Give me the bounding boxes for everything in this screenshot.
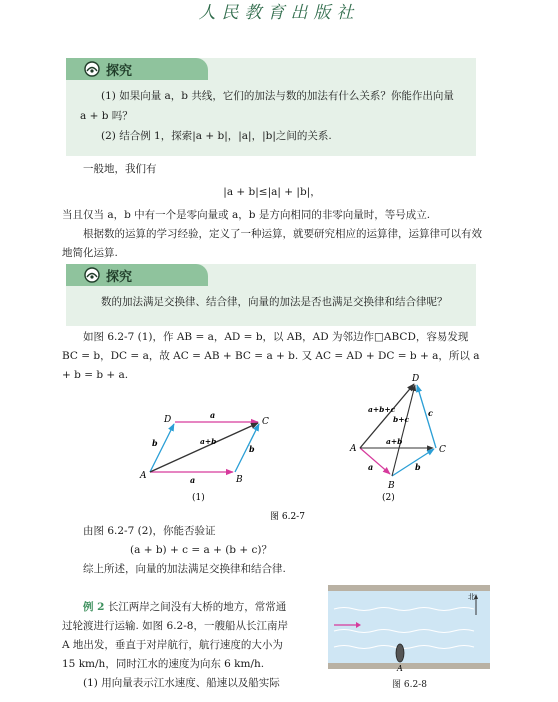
vector-AD [150,424,174,472]
example-line-1: 长江两岸之间没有大桥的地方，常常通 [107,601,287,613]
equality-condition: 当且仅当 a，b 中有一个是零向量或 a，b 是方向相同的非零向量时，等号成立. [62,209,431,221]
point-A-label: A [397,664,403,673]
explore-box-1 [66,58,476,156]
label-b-plus-c: b+c [393,415,410,424]
label-c: c [428,408,433,418]
label-B: B [236,475,243,485]
label-b-left: b [152,438,158,448]
intro-text: 一般地，我们有 [83,163,157,175]
associative-diagram [349,374,446,503]
label-A: A [140,471,147,481]
text-block-1 [62,160,482,263]
vector-AC [150,423,258,472]
vector-c [417,385,436,448]
explore-question: 数的加法满足交换律、结合律，向量的加法是否也满足交换律和结合律呢？ [101,296,448,308]
label-b: b [415,462,421,472]
example-line-4: 15 km/h，同时江水的速度为向东 6 km/h. [62,658,265,670]
conclusion-text: 综上所述，向量的加法满足交换律和结合律. [83,563,286,575]
label-a-plus-b: a+b [200,437,217,446]
figure-6-2-7 [120,372,460,522]
parallelogram-diagram [139,410,269,503]
commutative-line-1: 如图 6.2-7 (1)，作 AB = a，AD = b，以 AB，AD 为邻边作□ABCD，容易发现 [83,331,469,343]
example-line-3: A 地出发，垂直于对岸航行，航行速度的大小为 [62,639,283,651]
verify-question: 由图 6.2-7 (2)，你能否验证 [83,525,216,537]
label-D: D [412,374,420,384]
explore-icon [84,267,100,283]
example-label: 例 2 [83,601,105,613]
explore-tab-1 [66,58,208,80]
subfig-label-1: (1) [192,493,205,503]
south-bank [328,663,490,669]
explore-tab-2 [66,264,208,286]
label-D: D [164,415,172,425]
operation-rule-paragraph: 根据数的运算的学习经验，定义了一种运算，就要研究相应的运算律，运算律可以有效地简化运算. [62,228,482,259]
river-water [328,591,490,663]
label-C: C [262,417,269,427]
example-line-5: (1) 用向量表示江水速度、船速以及船实际 [83,677,280,689]
explore-label: 探究 [106,63,133,79]
figure-6-2-8-caption: 图 6.2-8 [392,680,427,690]
example-line-2: 过轮渡进行运输. 如图 6.2-8，一艘船从长江南岸 [62,620,288,632]
north-label: 北 [468,593,475,601]
boat-icon [396,644,404,662]
publisher-header: 人民教育出版社 [198,3,360,23]
label-A: A [350,444,357,454]
label-B: B [388,481,395,491]
associative-equation: (a + b) + c = a + (b + c)？ [130,544,272,556]
figure-6-2-8 [328,585,490,673]
label-b-right: b [249,444,255,454]
explore-label: 探究 [106,269,133,285]
vector-a [360,448,390,474]
text-block-3 [62,522,482,579]
label-a-plus-b-plus-c: a+b+c [368,405,396,414]
example-2 [62,598,324,693]
explore-box-2 [66,264,476,326]
explore-icon [84,61,100,77]
inequality-formula: |a + b|≤|a| + |b|， [223,186,321,198]
explore-question-1: (1) 如果向量 a，b 共线，它们的加法与数的加法有什么关系？你能作出向量 a + b 吗？ [80,90,454,122]
north-bank [328,585,490,591]
label-a-plus-b: a+b [386,437,403,446]
label-C: C [439,445,446,455]
label-a-bottom: a [190,475,196,485]
label-a: a [368,462,374,472]
commutative-line-2: BC = b，DC = a，故 AC = AB + BC = a + b. 又 AC = AD + DC = b + a，所以 a + b = b + a. [62,350,480,381]
label-a-top: a [210,410,216,420]
subfig-label-2: (2) [382,493,395,503]
vector-b-plus-c [392,385,415,476]
figure-caption: 图 6.2-7 [270,512,305,522]
explore-question-2: (2) 结合例 1，探索|a + b|，|a|，|b|之间的关系. [101,130,332,142]
